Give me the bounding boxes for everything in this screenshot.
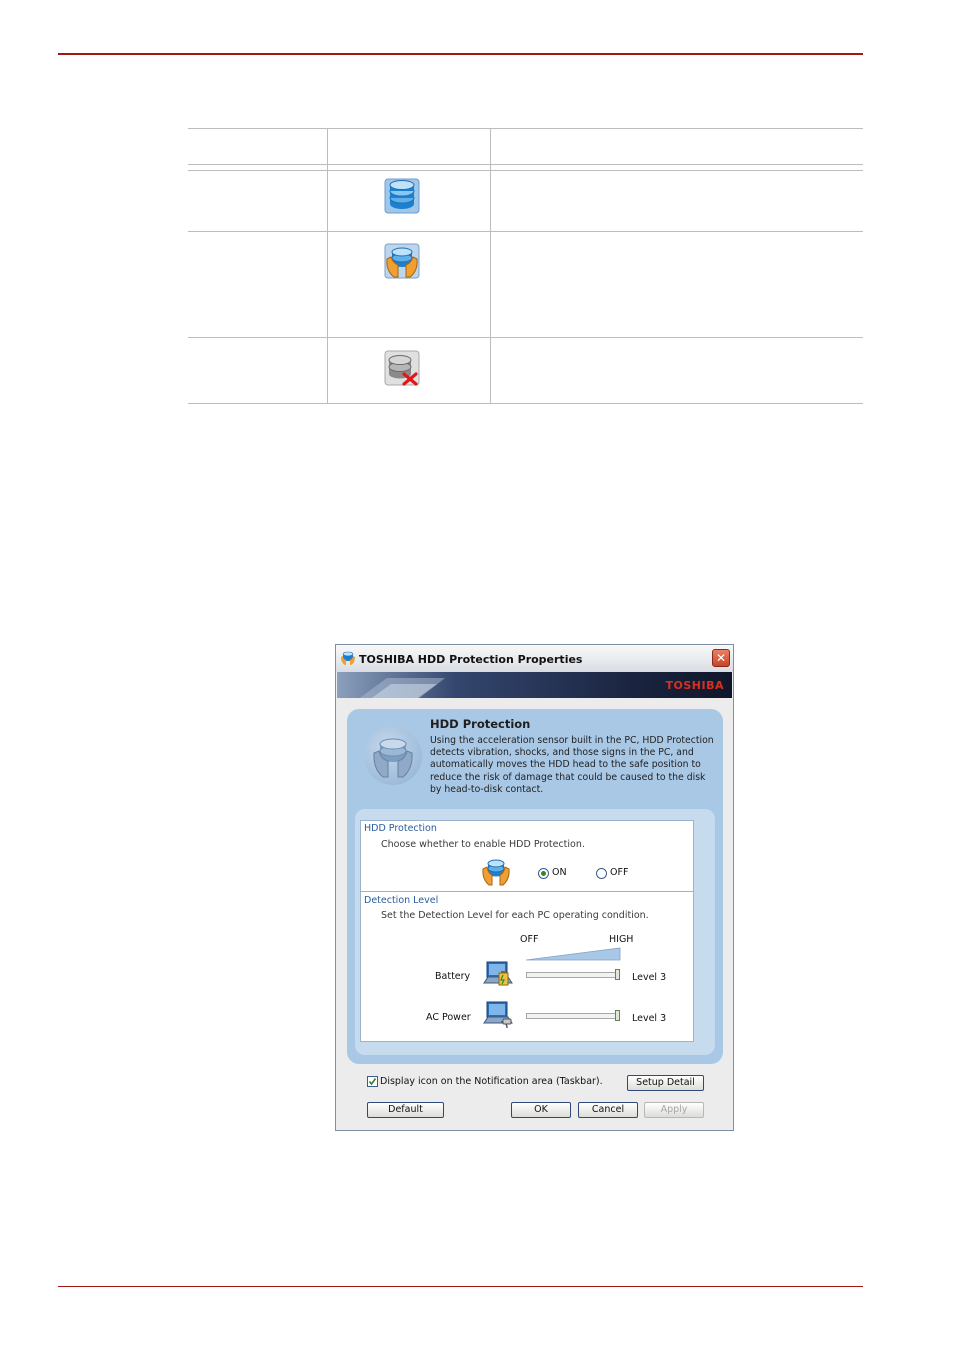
toshiba-logo: TOSHIBA <box>665 679 724 692</box>
ac-power-slider-thumb[interactable] <box>615 1010 620 1021</box>
protection-off-label[interactable]: OFF <box>610 867 629 878</box>
battery-level: Level 3 <box>632 972 667 983</box>
laptop-illustration-icon <box>357 674 447 698</box>
protection-off-radio[interactable] <box>596 868 607 879</box>
hdd-protection-hands-icon <box>481 856 511 886</box>
hdd-protection-large-icon <box>364 727 422 785</box>
dialog-title: TOSHIBA HDD Protection Properties <box>359 653 583 666</box>
footer-rule <box>58 1286 863 1287</box>
protection-on-radio[interactable] <box>538 868 549 879</box>
hdd-stack-icon <box>384 178 420 214</box>
status-icon-table <box>188 128 863 404</box>
battery-slider-thumb[interactable] <box>615 969 620 980</box>
battery-label: Battery <box>435 971 471 982</box>
table-col-divider <box>327 128 328 403</box>
battery-laptop-icon <box>483 960 513 988</box>
header-rule <box>58 53 863 55</box>
protection-group-title: HDD Protection <box>364 823 437 834</box>
settings-box <box>360 820 694 1042</box>
table-row-divider <box>188 337 863 338</box>
cancel-button[interactable]: Cancel <box>578 1102 638 1118</box>
table-header-rule-2 <box>188 170 863 171</box>
main-panel <box>347 709 723 1064</box>
table-header-rule <box>188 164 863 165</box>
table-border-top <box>188 128 863 129</box>
title-bar[interactable] <box>336 645 733 672</box>
ac-power-level: Level 3 <box>632 1013 667 1024</box>
notification-icon-checkbox[interactable] <box>367 1076 378 1087</box>
ac-power-label: AC Power <box>426 1012 471 1023</box>
setup-detail-button[interactable]: Setup Detail <box>627 1075 704 1091</box>
header-description: Using the acceleration sensor built in the PC, HDD Protection detects vibration, shocks, and those signs in the PC, and automatically moves the HDD head to the safe position to reduce the risk of damage that could be caused to the disk by head-to-disk contact. <box>430 735 714 795</box>
hdd-protection-dialog <box>335 644 734 1131</box>
brand-banner <box>337 672 732 698</box>
hdd-protection-app-icon <box>340 650 356 666</box>
apply-button[interactable]: Apply <box>644 1102 704 1118</box>
protection-on-label[interactable]: ON <box>552 867 567 878</box>
notification-checkbox-label[interactable]: Display icon on the Notification area (Taskbar). <box>380 1076 603 1087</box>
scale-high-label: HIGH <box>609 934 634 945</box>
close-button[interactable] <box>712 649 730 667</box>
ac-power-slider-track[interactable] <box>526 1013 618 1019</box>
checkmark-icon <box>368 1077 377 1086</box>
scale-off-label: OFF <box>520 934 539 945</box>
battery-slider-track[interactable] <box>526 972 618 978</box>
table-row-divider <box>188 231 863 232</box>
table-border-bottom <box>188 403 863 404</box>
detection-group-text: Set the Detection Level for each PC operating condition. <box>381 910 649 921</box>
close-icon: ✕ <box>715 651 727 665</box>
protection-group-text: Choose whether to enable HDD Protection. <box>381 839 585 850</box>
detection-group-title: Detection Level <box>364 895 439 906</box>
hdd-protected-hands-icon <box>384 243 420 279</box>
ac-power-laptop-icon <box>483 1000 513 1030</box>
table-col-divider <box>490 128 491 403</box>
sensitivity-scale-wedge <box>526 947 622 961</box>
header-title: HDD Protection <box>430 717 531 731</box>
hdd-disabled-x-icon <box>384 350 420 386</box>
group-separator <box>361 891 693 892</box>
default-button[interactable]: Default <box>367 1102 444 1118</box>
ok-button[interactable]: OK <box>511 1102 571 1118</box>
